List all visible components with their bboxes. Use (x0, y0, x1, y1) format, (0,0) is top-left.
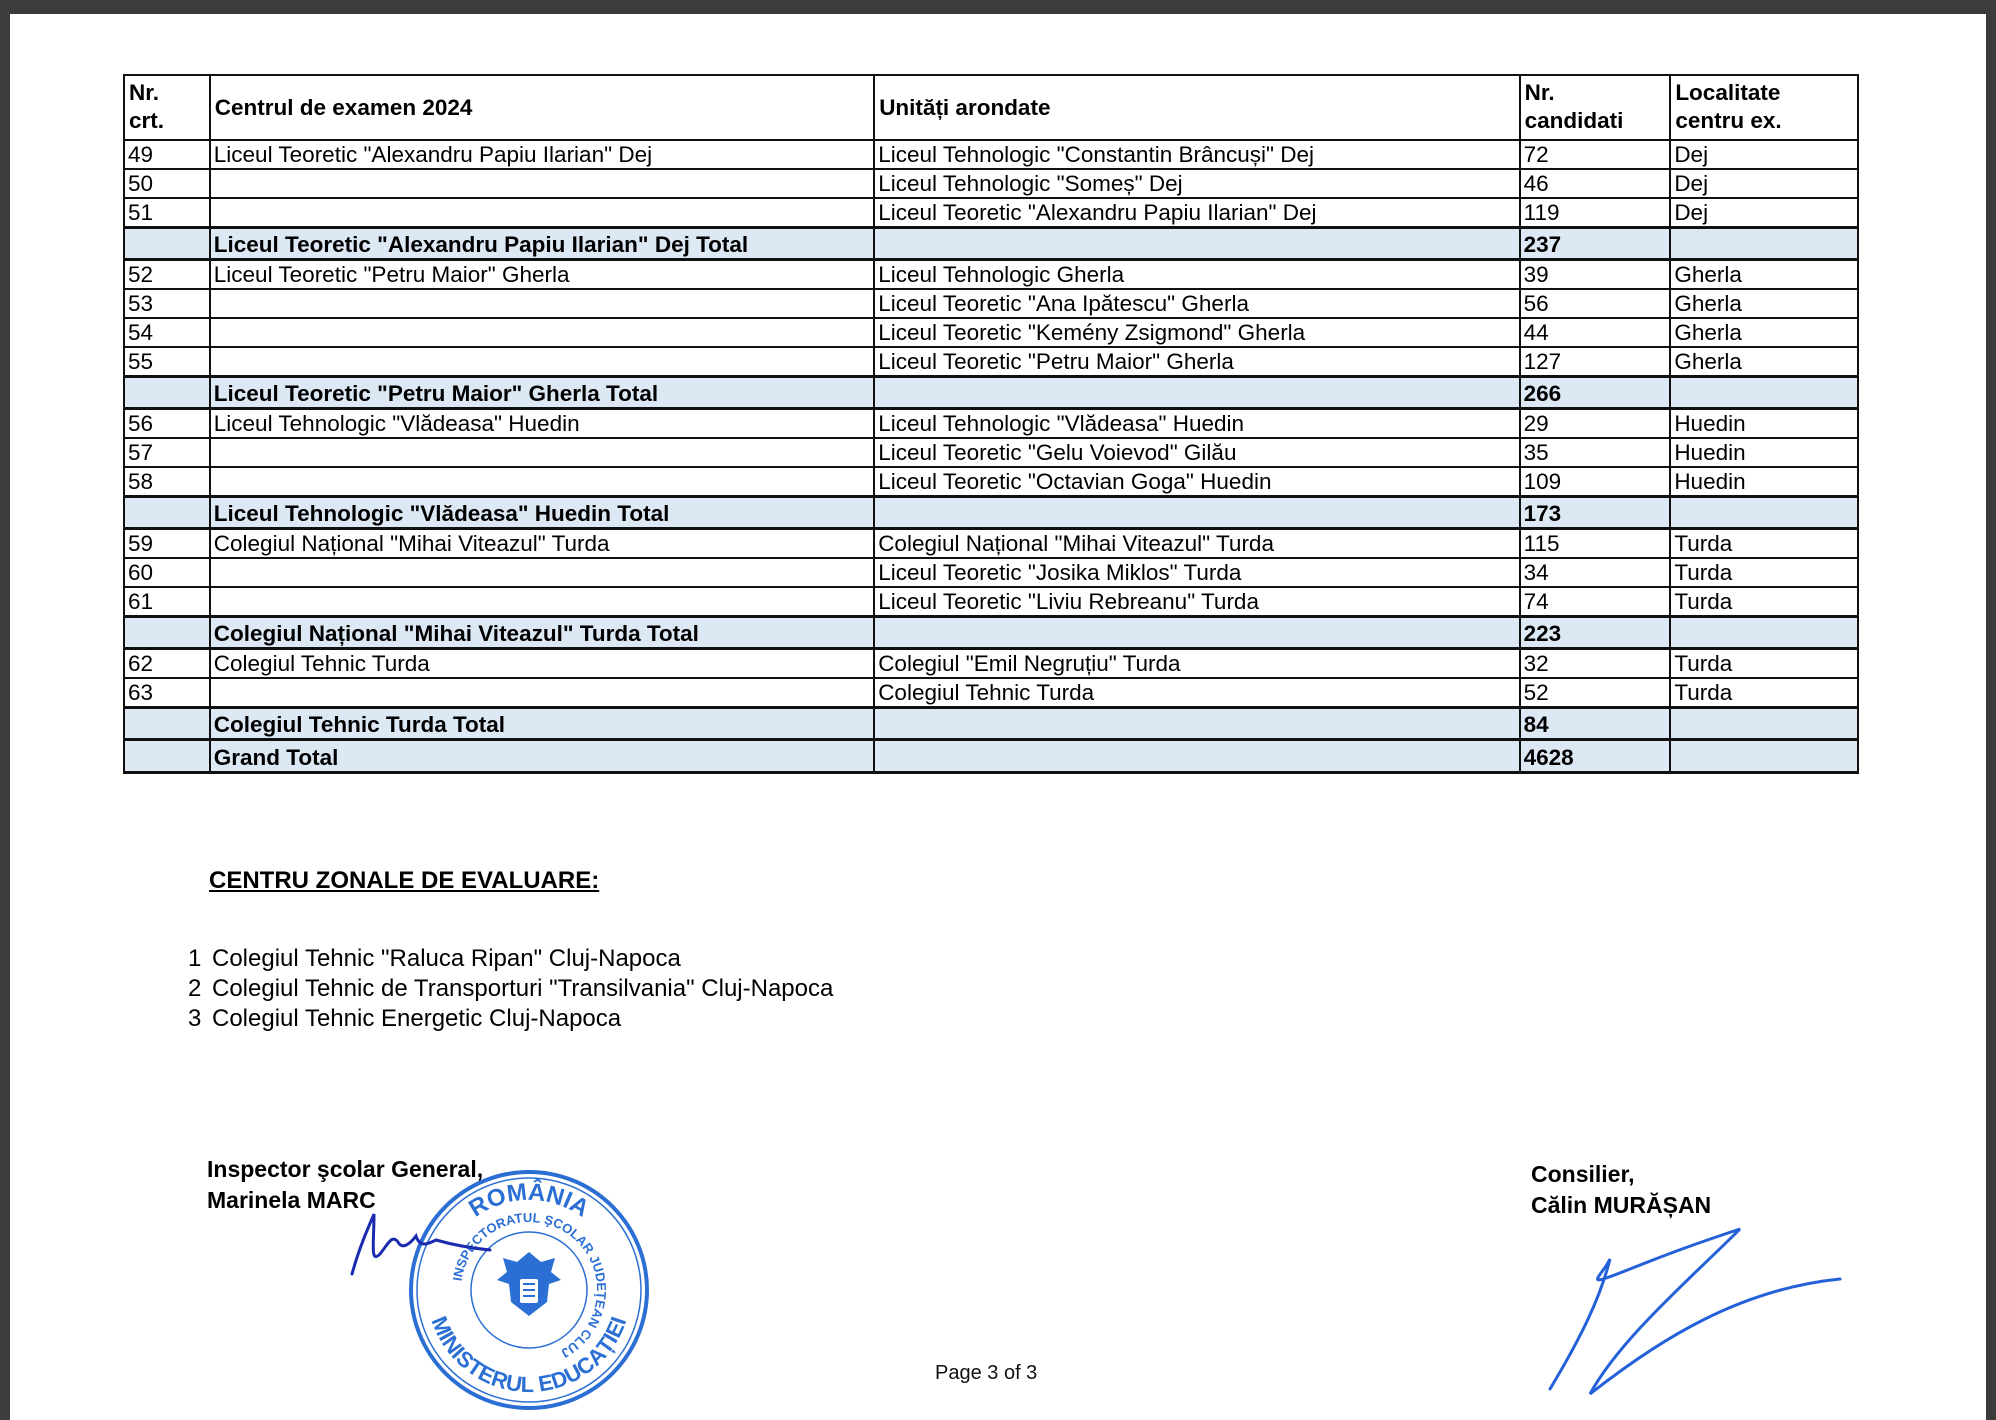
cell-candidati: 84 (1520, 708, 1671, 740)
cell-nr (124, 740, 210, 773)
cell-nr (124, 617, 210, 649)
table-row (124, 318, 1858, 347)
cell-localitate: Gherla (1670, 260, 1858, 290)
subtotal-row (124, 377, 1858, 409)
cell-unitate: Colegiul Național "Mihai Viteazul" Turda (874, 529, 1519, 559)
cell-candidati: 56 (1520, 289, 1671, 318)
cell-nr: 56 (124, 409, 210, 439)
header-unitati: Unități arondate (874, 75, 1519, 140)
cell-localitate: Gherla (1670, 318, 1858, 347)
cell-localitate: Turda (1670, 558, 1858, 587)
cell-unitate: Liceul Teoretic "Kemény Zsigmond" Gherla (874, 318, 1519, 347)
zones-list (188, 944, 833, 1034)
cell-localitate (1670, 228, 1858, 260)
cell-nr: 61 (124, 587, 210, 617)
cell-nr (124, 708, 210, 740)
cell-unitate: Colegiul Tehnic Turda (874, 678, 1519, 708)
header-centru: Centrul de examen 2024 (210, 75, 874, 140)
zone-text: Colegiul Tehnic Energetic Cluj-Napoca (212, 1005, 622, 1032)
table-row (124, 169, 1858, 198)
table-row (124, 438, 1858, 467)
cell-candidati: 39 (1520, 260, 1671, 290)
cell-centru: Liceul Teoretic "Petru Maior" Gherla Total (210, 377, 874, 409)
signature-right-icon (1540, 1219, 1850, 1399)
cell-localitate (1670, 708, 1858, 740)
cell-candidati: 4628 (1520, 740, 1671, 773)
table-row (124, 140, 1858, 169)
cell-unitate: Colegiul "Emil Negruțiu" Turda (874, 649, 1519, 679)
stamp-top-text: ROMÂNIA (464, 1178, 594, 1223)
table-row (124, 678, 1858, 708)
cell-localitate: Dej (1670, 198, 1858, 228)
cell-localitate: Dej (1670, 169, 1858, 198)
cell-nr: 49 (124, 140, 210, 169)
cell-centru (210, 347, 874, 377)
cell-candidati: 32 (1520, 649, 1671, 679)
stamp-ring-text: INSPECTORATUL ŞCOLAR JUDEŢEAN CLUJ (449, 1209, 610, 1361)
table-header-row (124, 75, 1858, 140)
cell-localitate: Huedin (1670, 409, 1858, 439)
cell-nr: 63 (124, 678, 210, 708)
cell-centru: Liceul Teoretic "Petru Maior" Gherla (210, 260, 874, 290)
cell-centru: Liceul Teoretic "Alexandru Papiu Ilarian" Dej (210, 140, 874, 169)
cell-nr (124, 497, 210, 529)
cell-nr: 57 (124, 438, 210, 467)
cell-candidati: 74 (1520, 587, 1671, 617)
cell-candidati: 34 (1520, 558, 1671, 587)
cell-candidati: 35 (1520, 438, 1671, 467)
cell-centru (210, 467, 874, 497)
cell-unitate: Liceul Teoretic "Octavian Goga" Huedin (874, 467, 1519, 497)
cell-nr: 50 (124, 169, 210, 198)
cell-nr (124, 228, 210, 260)
cell-centru: Colegiul Tehnic Turda (210, 649, 874, 679)
exam-centers-table (123, 74, 1859, 774)
cell-candidati: 127 (1520, 347, 1671, 377)
cell-centru: Colegiul Tehnic Turda Total (210, 708, 874, 740)
cell-localitate: Turda (1670, 649, 1858, 679)
zone-number: 1 (188, 945, 202, 972)
cell-candidati: 237 (1520, 228, 1671, 260)
cell-candidati: 173 (1520, 497, 1671, 529)
table-row (124, 649, 1858, 679)
cell-unitate: Liceul Teoretic "Josika Miklos" Turda (874, 558, 1519, 587)
cell-candidati: 29 (1520, 409, 1671, 439)
zone-text: Colegiul Tehnic "Raluca Ripan" Cluj-Napoca (212, 945, 681, 972)
header-nr-candidati: Nr. candidati (1520, 75, 1671, 140)
left-role: Inspector şcolar General, (207, 1156, 484, 1182)
table-row (124, 198, 1858, 228)
cell-centru: Grand Total (210, 740, 874, 773)
left-name: Marinela MARC (207, 1187, 376, 1213)
cell-nr (124, 377, 210, 409)
cell-centru (210, 198, 874, 228)
cell-centru (210, 587, 874, 617)
zone-item (188, 1004, 833, 1034)
cell-candidati: 44 (1520, 318, 1671, 347)
zone-text: Colegiul Tehnic de Transporturi "Transilvania" Cluj-Napoca (212, 975, 834, 1002)
cell-nr: 52 (124, 260, 210, 290)
cell-unitate: Liceul Teoretic "Liviu Rebreanu" Turda (874, 587, 1519, 617)
signature-left-icon (340, 1204, 540, 1284)
table-row (124, 409, 1858, 439)
zone-number: 2 (188, 975, 202, 1002)
zones-title: CENTRU ZONALE DE EVALUARE: (209, 867, 600, 894)
cell-candidati: 46 (1520, 169, 1671, 198)
cell-candidati: 72 (1520, 140, 1671, 169)
cell-localitate: Huedin (1670, 438, 1858, 467)
cell-nr: 53 (124, 289, 210, 318)
cell-candidati: 52 (1520, 678, 1671, 708)
cell-unitate: Liceul Teoretic "Alexandru Papiu Ilarian" Dej (874, 198, 1519, 228)
cell-unitate (874, 228, 1519, 260)
cell-nr: 60 (124, 558, 210, 587)
cell-candidati: 109 (1520, 467, 1671, 497)
subtotal-row (124, 617, 1858, 649)
cell-nr: 54 (124, 318, 210, 347)
cell-candidati: 266 (1520, 377, 1671, 409)
cell-localitate: Turda (1670, 678, 1858, 708)
subtotal-row (124, 708, 1858, 740)
zone-item (188, 974, 833, 1004)
cell-centru (210, 678, 874, 708)
cell-unitate: Liceul Teoretic "Petru Maior" Gherla (874, 347, 1519, 377)
cell-centru: Liceul Teoretic "Alexandru Papiu Ilarian" Dej Total (210, 228, 874, 260)
cell-centru (210, 289, 874, 318)
cell-nr: 55 (124, 347, 210, 377)
cell-localitate: Gherla (1670, 347, 1858, 377)
cell-localitate: Turda (1670, 587, 1858, 617)
right-role: Consilier, (1531, 1161, 1635, 1187)
cell-nr: 51 (124, 198, 210, 228)
cell-centru (210, 558, 874, 587)
cell-centru: Colegiul Național "Mihai Viteazul" Turda (210, 529, 874, 559)
cell-unitate: Liceul Teoretic "Ana Ipătescu" Gherla (874, 289, 1519, 318)
cell-unitate (874, 497, 1519, 529)
cell-candidati: 115 (1520, 529, 1671, 559)
table-row (124, 587, 1858, 617)
cell-localitate (1670, 377, 1858, 409)
cell-unitate: Liceul Tehnologic "Vlădeasa" Huedin (874, 409, 1519, 439)
header-nr-crt: Nr. crt. (124, 75, 210, 140)
cell-unitate (874, 740, 1519, 773)
table-row (124, 260, 1858, 290)
grand-total-row (124, 740, 1858, 773)
table-row (124, 529, 1858, 559)
cell-centru (210, 318, 874, 347)
cell-centru: Colegiul Național "Mihai Viteazul" Turda Total (210, 617, 874, 649)
header-localitate: Localitate centru ex. (1670, 75, 1858, 140)
cell-unitate (874, 617, 1519, 649)
cell-nr: 62 (124, 649, 210, 679)
cell-localitate (1670, 740, 1858, 773)
cell-localitate (1670, 617, 1858, 649)
cell-localitate: Gherla (1670, 289, 1858, 318)
zone-item (188, 944, 833, 974)
cell-localitate (1670, 497, 1858, 529)
cell-localitate: Dej (1670, 140, 1858, 169)
cell-centru (210, 169, 874, 198)
cell-nr: 58 (124, 467, 210, 497)
cell-candidati: 223 (1520, 617, 1671, 649)
signature-block-right (1531, 1159, 1711, 1221)
cell-unitate: Liceul Tehnologic "Someș" Dej (874, 169, 1519, 198)
table-row (124, 289, 1858, 318)
cell-centru: Liceul Tehnologic "Vlădeasa" Huedin (210, 409, 874, 439)
cell-unitate (874, 708, 1519, 740)
cell-unitate (874, 377, 1519, 409)
cell-unitate: Liceul Tehnologic Gherla (874, 260, 1519, 290)
page-number: Page 3 of 3 (935, 1362, 1038, 1384)
subtotal-row (124, 497, 1858, 529)
cell-unitate: Liceul Teoretic "Gelu Voievod" Gilău (874, 438, 1519, 467)
subtotal-row (124, 228, 1858, 260)
right-name: Călin MURĂȘAN (1531, 1192, 1712, 1218)
cell-centru: Liceul Tehnologic "Vlădeasa" Huedin Total (210, 497, 874, 529)
cell-localitate: Turda (1670, 529, 1858, 559)
cell-nr: 59 (124, 529, 210, 559)
official-stamp (399, 1160, 659, 1420)
cell-localitate: Huedin (1670, 467, 1858, 497)
stamp-bottom-text: MINISTERUL EDUCAȚIEI (426, 1312, 632, 1398)
document-page (10, 14, 1986, 1420)
table-row (124, 467, 1858, 497)
cell-candidati: 119 (1520, 198, 1671, 228)
zone-number: 3 (188, 1005, 202, 1032)
table-row (124, 347, 1858, 377)
cell-centru (210, 438, 874, 467)
table-row (124, 558, 1858, 587)
cell-unitate: Liceul Tehnologic "Constantin Brâncuși" Dej (874, 140, 1519, 169)
